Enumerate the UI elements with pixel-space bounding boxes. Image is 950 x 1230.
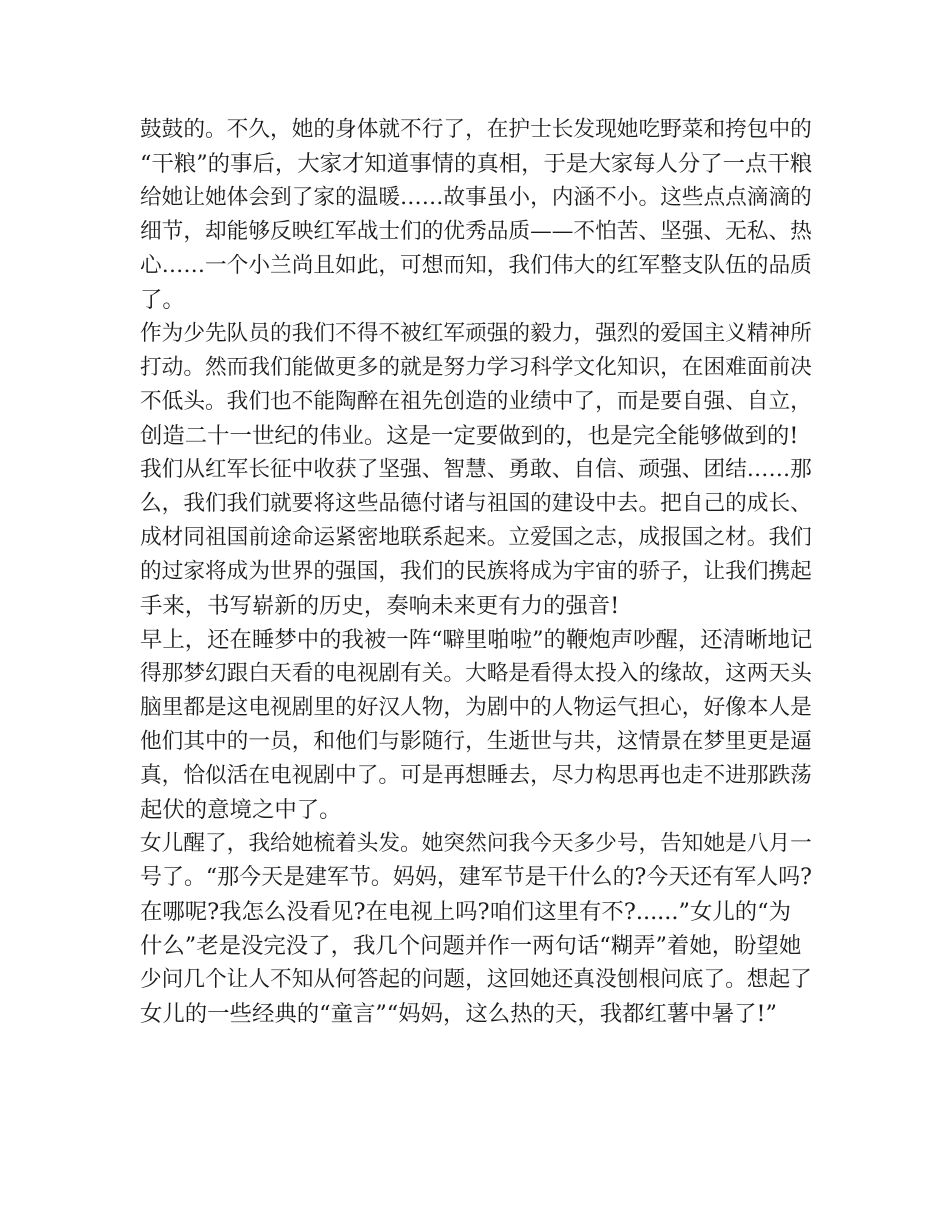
text-line: 细节，却能够反映红军战士们的优秀品质——不怕苦、坚强、无私、热 xyxy=(140,219,812,244)
text-line: 起伏的意境之中了。 xyxy=(140,797,342,823)
text-line: 给她让她体会到了家的温暖……故事虽小，内涵不小。这些点点滴滴的 xyxy=(140,185,812,210)
text-line: 他们其中的一员，和他们与影随行，生逝世与共，这情景在梦里更是逼 xyxy=(140,729,812,754)
text-line: 么，我们我们就要将这些品德付诸与祖国的建设中去。把自己的成长、 xyxy=(140,491,812,516)
text-line: 不低头。我们也不能陶醉在祖先创造的业绩中了，而是要自强、自立， xyxy=(140,389,812,414)
text-line: 脑里都是这电视剧里的好汉人物，为剧中的人物运气担心，好像本人是 xyxy=(140,695,812,720)
text-line: 成材同祖国前途命运紧密地联系起来。立爱国之志，成报国之材。我们 xyxy=(140,525,812,550)
text-line: 我们从红军长征中收获了坚强、智慧、勇敢、自信、顽强、团结……那 xyxy=(140,457,812,482)
text-line: 在哪呢?我怎么没看见?在电视上吗?咱们这里有不?......”女儿的“为 xyxy=(140,899,791,925)
text-line: 女儿醒了，我给她梳着头发。她突然问我今天多少号，告知她是八月一 xyxy=(140,831,812,856)
text-line: 心……一个小兰尚且如此，可想而知，我们伟大的红军整支队伍的品质 xyxy=(140,253,812,278)
text-line: 少问几个让人不知从何答起的问题，这回她还真没刨根问底了。想起了 xyxy=(140,967,812,992)
text-line: 什么”老是没完没了，我几个问题并作一两句话“糊弄”着她，盼望她 xyxy=(140,933,802,959)
text-line: 得那梦幻跟白天看的电视剧有关。大略是看得太投入的缘故，这两天头 xyxy=(140,661,812,686)
text-line: 作为少先队员的我们不得不被红军顽强的毅力，强烈的爱国主义精神所 xyxy=(140,321,812,346)
text-line: 号了。“那今天是建军节。妈妈，建军节是干什么的?今天还有军人吗? xyxy=(140,865,812,890)
text-line: 鼓鼓的。不久，她的身体就不行了，在护士长发现她吃野菜和挎包中的 xyxy=(140,117,812,142)
text-line: 早上，还在睡梦中的我被一阵“噼里啪啦”的鞭炮声吵醒，还清晰地记 xyxy=(140,627,813,653)
text-line: 手来，书写崭新的历史，奏响未来更有力的强音! xyxy=(140,593,620,619)
text-line: 创造二十一世纪的伟业。这是一定要做到的，也是完全能够做到的! xyxy=(140,423,799,449)
text-line: 的过家将成为世界的强国，我们的民族将成为宇宙的骄子，让我们携起 xyxy=(140,559,812,584)
text-line: 了。 xyxy=(140,287,185,313)
text-line: 女儿的一些经典的“童言”“妈妈，这么热的天，我都红薯中暑了!” xyxy=(140,1001,777,1027)
text-line: 打动。然而我们能做更多的就是努力学习科学文化知识，在困难面前决 xyxy=(140,355,812,380)
body-text xyxy=(140,113,812,1031)
text-line: “干粮”的事后，大家才知道事情的真相，于是大家每人分了一点干粮 xyxy=(140,151,813,177)
text-line: 真，恰似活在电视剧中了。可是再想睡去，尽力构思再也走不进那跌荡 xyxy=(140,763,812,788)
